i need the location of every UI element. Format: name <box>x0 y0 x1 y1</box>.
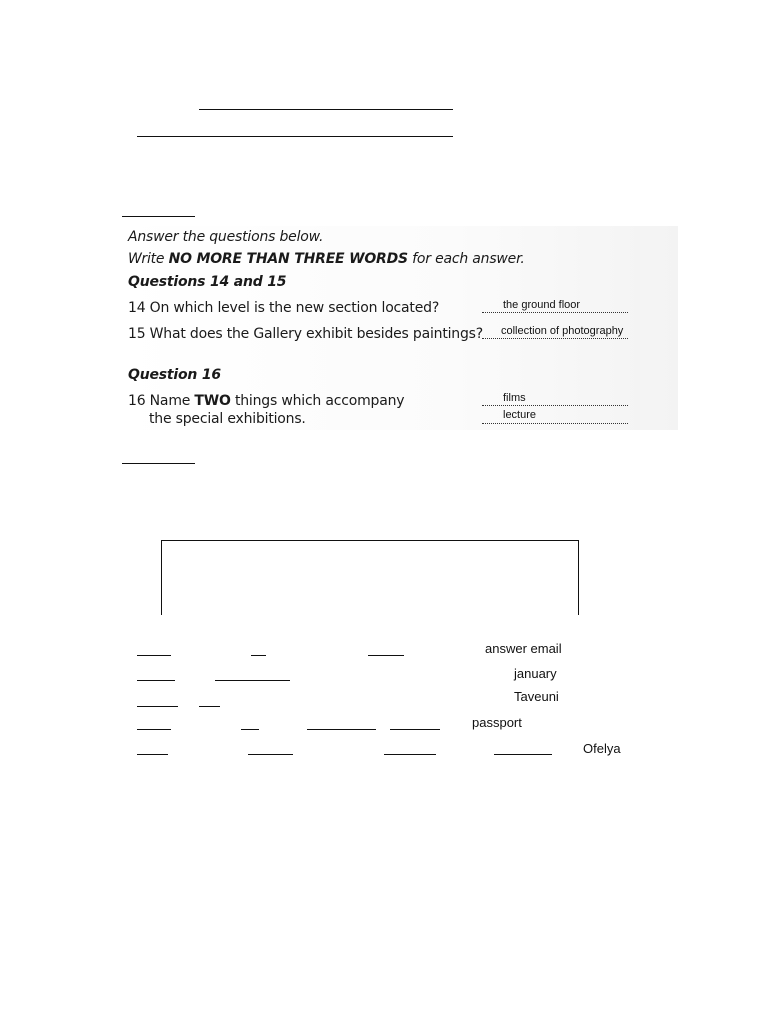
answer-16b: lecture <box>503 409 537 421</box>
grid-word-january: january <box>514 666 557 681</box>
grid-blank <box>199 706 220 707</box>
grid-blank <box>137 655 171 656</box>
grid-blank <box>368 655 404 656</box>
question-16-line-2: the special exhibitions. <box>149 411 306 427</box>
open-box <box>161 540 579 615</box>
grid-blank <box>137 754 168 755</box>
grid-word-taveuni: Taveuni <box>514 689 559 704</box>
top-blank-line-2 <box>137 136 453 137</box>
question-16-bold: TWO <box>194 393 231 409</box>
grid-blank <box>390 729 440 730</box>
grid-blank <box>307 729 376 730</box>
answer-line-15 <box>482 338 628 339</box>
answer-16a: films <box>503 392 526 404</box>
section-rule-top <box>122 216 195 217</box>
grid-blank <box>251 655 266 656</box>
question-16-post: things which accompany <box>230 393 405 409</box>
question-15: 15 What does the Gallery exhibit besides paintings? <box>128 326 483 342</box>
answer-line-14 <box>482 312 628 313</box>
question-16-pre: 16 Name <box>128 393 195 409</box>
grid-blank <box>248 754 293 755</box>
grid-blank <box>384 754 436 755</box>
instruction-word-limit-post: for each answer. <box>407 251 525 267</box>
question-14: 14 On which level is the new section located? <box>128 300 440 316</box>
question-16 <box>128 393 404 409</box>
heading-questions-14-15: Questions 14 and 15 <box>128 274 287 290</box>
answer-line-16a <box>482 405 628 406</box>
answer-15: collection of photography <box>501 325 624 337</box>
answer-line-16b <box>482 423 628 424</box>
instruction-word-limit-pre: Write <box>128 251 169 267</box>
grid-blank <box>494 754 552 755</box>
grid-word-passport: passport <box>472 715 522 730</box>
instruction-answer-questions: Answer the questions below. <box>128 229 324 245</box>
grid-blank <box>137 729 171 730</box>
section-rule-bottom <box>122 463 195 464</box>
grid-blank <box>137 706 178 707</box>
answer-14: the ground floor <box>503 299 581 311</box>
grid-blank <box>215 680 290 681</box>
grid-word-ofelya: Ofelya <box>583 741 621 756</box>
grid-blank <box>241 729 259 730</box>
grid-word-answer-email: answer email <box>485 641 562 656</box>
instruction-word-limit-bold: NO MORE THAN THREE WORDS <box>168 251 408 267</box>
grid-blank <box>137 680 175 681</box>
instruction-word-limit <box>128 251 525 267</box>
top-blank-line-1 <box>199 109 453 110</box>
heading-question-16: Question 16 <box>128 367 221 383</box>
